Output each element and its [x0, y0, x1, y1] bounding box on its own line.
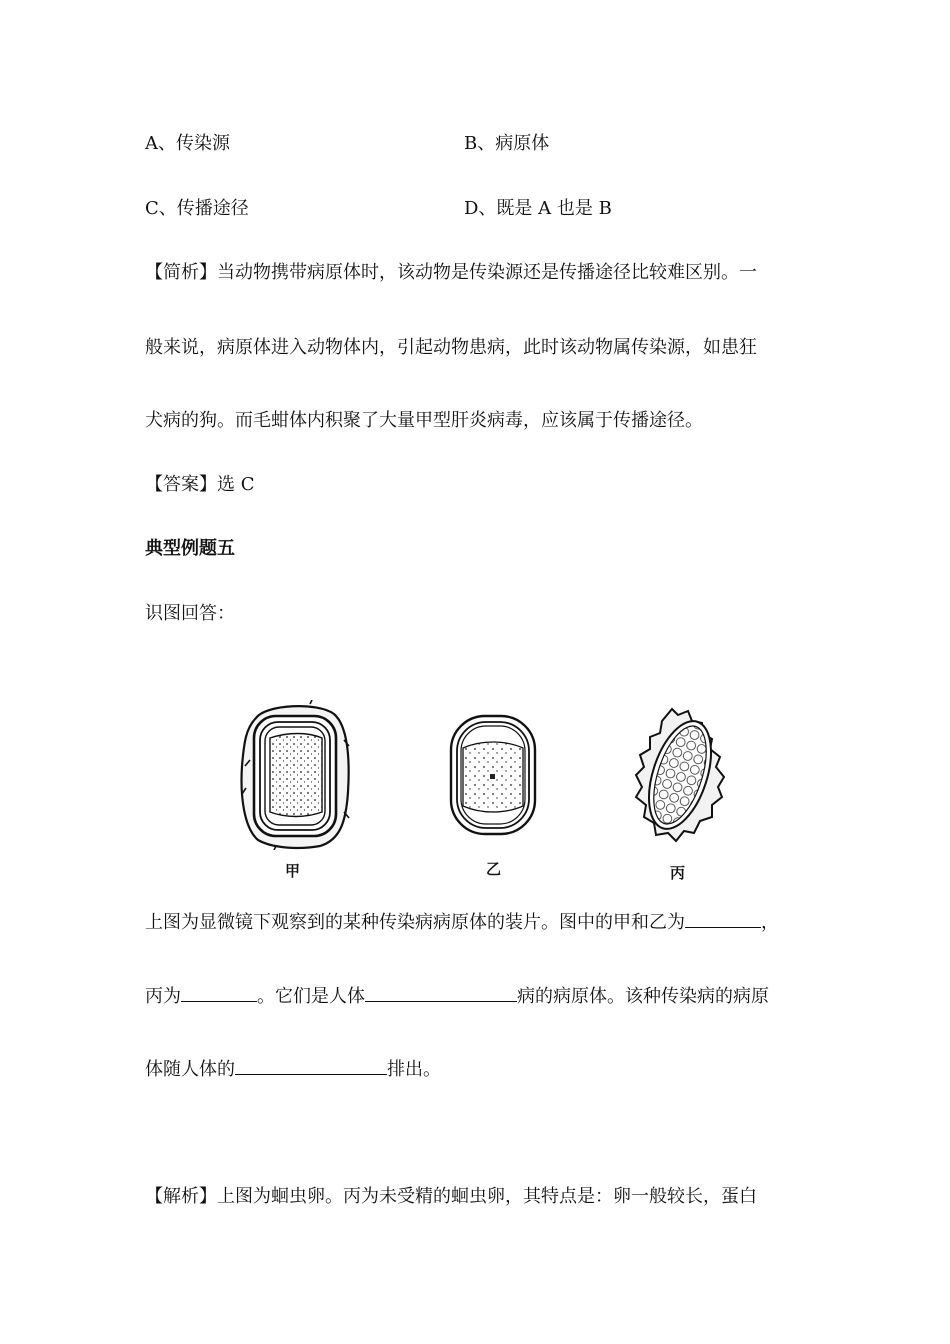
question-text-2a: 丙为 [145, 986, 181, 1007]
egg-yi-label: 乙 [486, 860, 502, 878]
answer-line [145, 472, 255, 498]
option-a: A、传染源 [145, 133, 230, 154]
egg-jia-label: 甲 [285, 862, 301, 880]
egg-bing-label: 丙 [670, 864, 686, 882]
question-line-1 [145, 909, 779, 936]
analysis-text-1: 当动物携带病原体时，该动物是传染源还是传播途径比较难区别。一 [217, 262, 757, 283]
question-text-3b: 排出。 [387, 1059, 441, 1080]
option-c: C、传播途径 [145, 198, 249, 219]
option-b: B、病原体 [464, 133, 550, 154]
question-text-1a: 上图为显微镜下观察到的某种传染病病原体的装片。图中的甲和乙为 [145, 912, 685, 933]
analysis-line-1 [145, 260, 757, 286]
question-text-2c: 病的病原体。该种传染病的病原 [517, 986, 769, 1007]
egg-bing-figure [632, 705, 728, 845]
answer-blank-2[interactable] [181, 983, 257, 1002]
explanation-tag: 【解析】 [145, 1186, 217, 1207]
answer-blank-1[interactable] [685, 909, 761, 928]
answer-blank-3[interactable] [365, 983, 517, 1002]
section-title: 典型例题五 [145, 538, 235, 559]
analysis-tag: 【简析】 [145, 262, 217, 283]
egg-jia-figure [236, 700, 354, 850]
explanation-line-1 [145, 1184, 757, 1210]
question-text-1b: ， [761, 912, 779, 933]
question-line-2 [145, 983, 769, 1010]
question-text-2b: 。它们是人体 [257, 986, 365, 1007]
egg-yi-figure [445, 710, 541, 840]
explanation-text-1: 上图为蛔虫卵。丙为未受精的蛔虫卵，其特点是：卵一般较长，蛋白 [217, 1186, 757, 1207]
option-d: D、既是 A 也是 B [464, 198, 612, 219]
prompt-text: 识图回答： [145, 603, 235, 624]
answer-tag: 【答案】 [145, 474, 217, 495]
question-text-3a: 体随人体的 [145, 1059, 235, 1080]
analysis-line-3: 犬病的狗。而毛蚶体内积聚了大量甲型肝炎病毒，应该属于传播途径。 [145, 410, 703, 431]
answer-blank-4[interactable] [235, 1056, 387, 1075]
analysis-line-2: 般来说，病原体进入动物体内，引起动物患病，此时该动物属传染源，如患狂 [145, 337, 757, 358]
question-line-3 [145, 1056, 441, 1083]
answer-text: 选 C [217, 474, 255, 495]
